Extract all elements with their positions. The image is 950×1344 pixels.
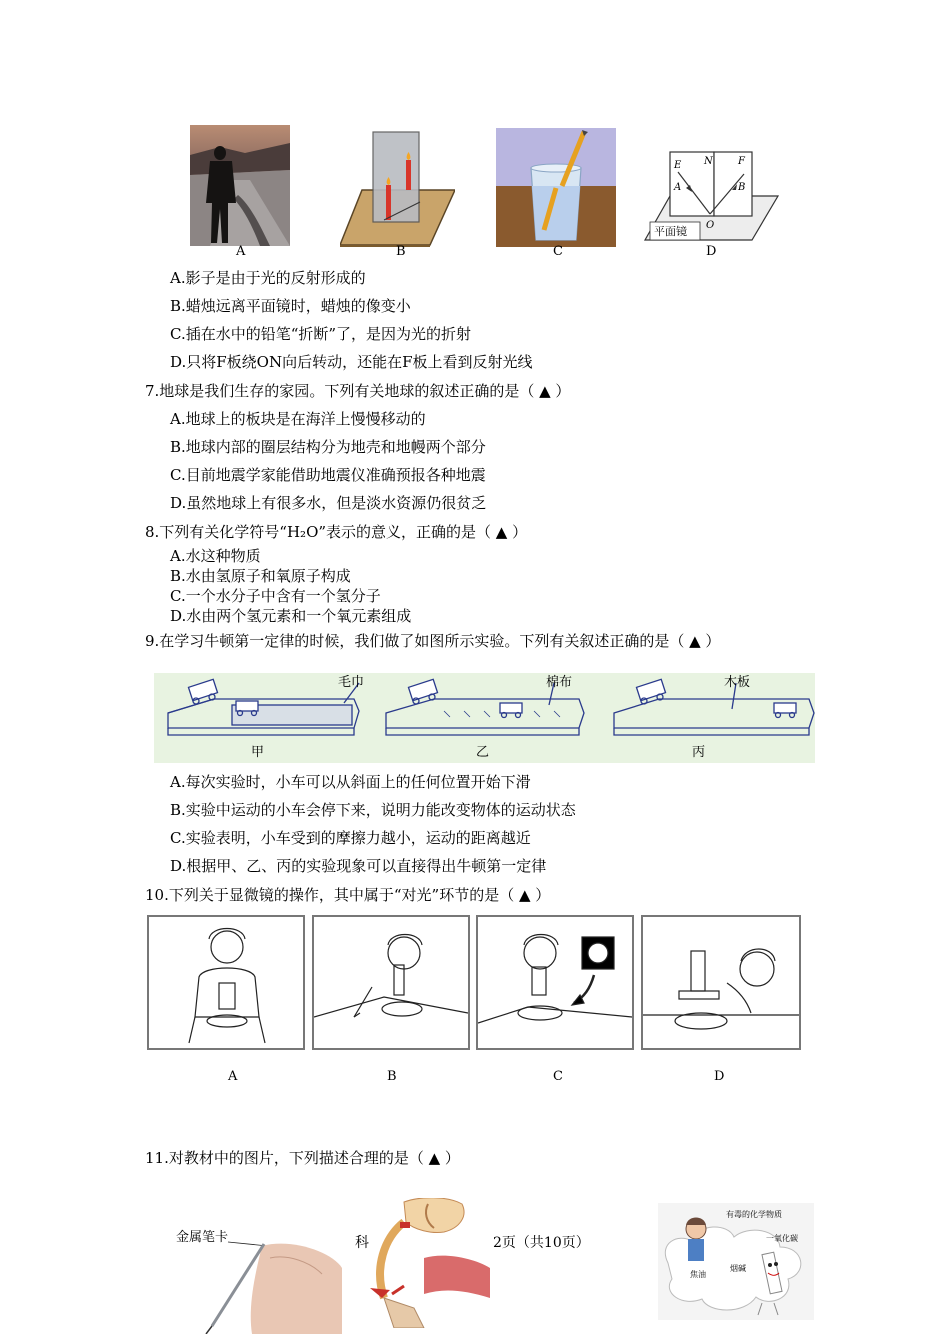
q11-cartoon-text-tar: 焦油: [690, 1270, 706, 1279]
q9-panel-label-yi: 乙: [476, 745, 490, 760]
q7-option-a: A.地球上的板块是在海洋上慢慢移动的: [170, 410, 426, 428]
q11-smoking-cartoon: [658, 1203, 814, 1320]
q9-panel-label-bing: 丙: [692, 745, 706, 760]
q6-option-a: A.影子是由于光的反射形成的: [170, 269, 366, 287]
q7-option-d: D.虽然地球上有很多水，但是淡水资源仍很贫乏: [170, 494, 487, 512]
q9-stem: 9.在学习牛顿第一定律的时候，我们做了如图所示实验。下列有关叙述正确的是（ ▲ ）: [145, 632, 721, 650]
q7-option-b: B.地球内部的圈层结构分为地壳和地幔两个部分: [170, 438, 486, 456]
q9-friction-experiment-figure: [154, 673, 815, 763]
q11-cartoon-text-nicotine: 烟碱: [730, 1264, 746, 1273]
q9-option-b: B.实验中运动的小车会停下来，说明力能改变物体的运动状态: [170, 801, 576, 819]
q6-figure-c-pencil-in-water: [496, 128, 616, 247]
q6-option-b: B.蜡烛远离平面镜时，蜡烛的像变小: [170, 297, 411, 315]
q6-figure-a-shadow-photo: [190, 125, 290, 246]
q8-option-c: C.一个水分子中含有一个氢分子: [170, 587, 381, 605]
q7-stem: 7.地球是我们生存的家园。下列有关地球的叙述正确的是（ ▲ ）: [145, 382, 571, 400]
q6-figure-d-reflection-board: [640, 148, 780, 248]
q9-option-c: C.实验表明，小车受到的摩擦力越小，运动的距离越近: [170, 829, 531, 847]
q9-option-d: D.根据甲、乙、丙的实验现象可以直接得出牛顿第一定律: [170, 857, 547, 875]
q10-label-a: A: [228, 1069, 238, 1084]
q6-figure-b-label: B: [396, 244, 406, 259]
q6-figure-d-label: D: [706, 244, 717, 259]
q10-panel-a: [147, 915, 305, 1050]
q9-surface-label-board: 木板: [724, 675, 751, 690]
q11-stem: 11.对教材中的图片，下列描述合理的是（ ▲ ）: [145, 1149, 460, 1167]
q11-cartoon-text-co: 一氧化碳: [766, 1234, 798, 1243]
q10-label-d: D: [714, 1069, 725, 1084]
q6-option-c: C.插在水中的铅笔“折断”了，是因为光的折射: [170, 325, 472, 343]
q6-option-d: D.只将F板绕ON向后转动，还能在F板上看到反射光线: [170, 353, 533, 371]
q10-label-b: B: [387, 1069, 397, 1084]
q6-fig-d-letter-o: O: [706, 220, 715, 231]
q8-option-b: B.水由氢原子和氧原子构成: [170, 567, 351, 585]
q11-hand-pen-photo: [192, 1238, 342, 1334]
q11-pen-label: 金属笔卡: [176, 1230, 229, 1245]
q7-option-c: C.目前地震学家能借助地震仪准确预报各种地震: [170, 466, 486, 484]
q6-fig-d-letter-a: A: [674, 182, 682, 193]
q6-fig-d-letter-e: E: [674, 160, 682, 171]
q6-figure-c-label: C: [553, 244, 563, 259]
q6-figure-a-label: A: [236, 244, 246, 259]
q6-fig-d-letter-f: F: [738, 156, 745, 167]
q6-fig-d-letter-b: B: [738, 182, 746, 193]
q8-stem: 8.下列有关化学符号“H₂O”表示的意义，正确的是（ ▲ ）: [145, 523, 528, 541]
q9-option-a: A.每次实验时，小车可以从斜面上的任何位置开始下滑: [170, 773, 531, 791]
q11-cartoon-text-toxic: 有毒的化学物质: [726, 1210, 782, 1219]
q6-fig-d-mirror-label: 平面镜: [654, 225, 687, 238]
q10-label-c: C: [553, 1069, 563, 1084]
q8-option-a: A.水这种物质: [170, 547, 261, 565]
q11-reflex-arc-diagram: [364, 1198, 490, 1328]
q6-figure-b-mirror-candles: [340, 130, 455, 247]
q10-panel-c: [476, 915, 634, 1050]
q9-surface-label-cotton: 棉布: [546, 675, 573, 690]
footer-prefix: 科: [355, 1235, 369, 1251]
q9-surface-label-towel: 毛巾: [338, 675, 365, 690]
footer-page-number: 2页（共10页）: [493, 1235, 590, 1251]
q10-panel-b: [312, 915, 470, 1050]
q10-panel-d: [641, 915, 801, 1050]
q8-option-d: D.水由两个氢元素和一个氧元素组成: [170, 607, 412, 625]
q6-fig-d-letter-n: N: [704, 156, 713, 167]
q9-panel-label-jia: 甲: [251, 745, 265, 760]
q10-stem: 10.下列关于显微镜的操作，其中属于“对光”环节的是（ ▲ ）: [145, 886, 551, 904]
